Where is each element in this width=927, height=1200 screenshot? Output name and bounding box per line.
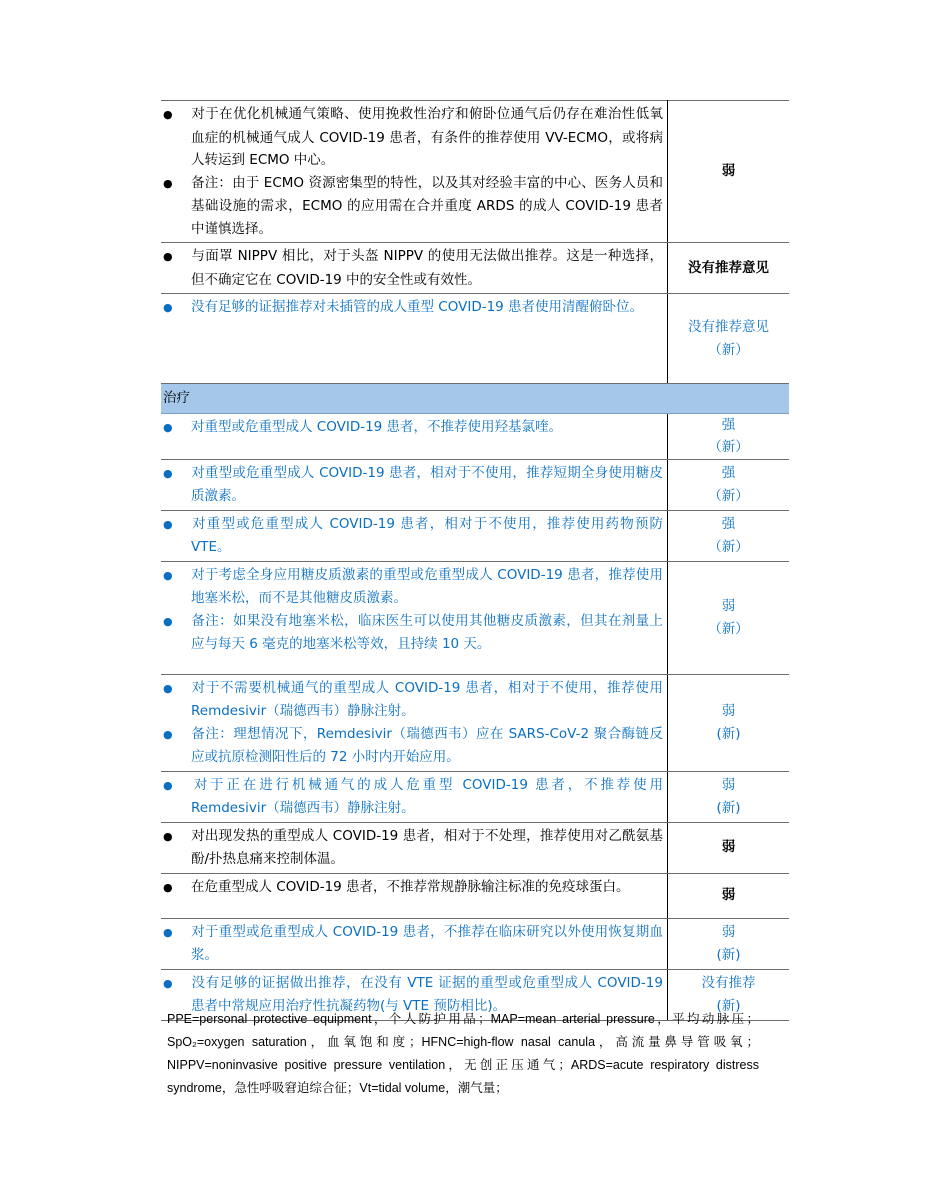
recommendation-text: 对于在优化机械通气策略、使用挽救性治疗和俯卧位通气后仍存在难治性低氧血症的机械通气成人 COVID-19 患者，有条件的推荐使用 VV-ECMO，或将病人转运到 ECMO 中心。	[191, 106, 663, 168]
new-badge: （新）	[708, 620, 749, 637]
strength-cell	[668, 561, 790, 674]
recommendation-text: 对重型或危重型成人 COVID-19 患者，不推荐使用羟基氯喹。	[191, 418, 563, 435]
bullet-icon	[161, 610, 191, 634]
recommendation-row	[161, 674, 789, 771]
bullet-icon	[161, 723, 191, 747]
recommendation-row	[161, 822, 789, 873]
new-badge: (新)	[716, 946, 741, 963]
strength-label: 弱	[721, 777, 736, 793]
recommendation-bullet	[191, 876, 663, 900]
recommendation-text-cell	[161, 459, 668, 510]
recommendation-table	[161, 100, 789, 1021]
recommendation-text-cell	[161, 294, 668, 384]
recommendation-row	[161, 294, 789, 384]
bullet-icon	[161, 564, 191, 588]
strength-cell	[668, 510, 790, 561]
strength-cell	[668, 822, 790, 873]
recommendation-bullet	[191, 172, 663, 241]
recommendation-text-cell	[161, 243, 668, 294]
recommendation-text: 备注：由于 ECMO 资源密集型的特性，以及其对经验丰富的中心、医务人员和基础设施的需求，ECMO 的应用需在合并重度 ARDS 的成人 COVID-19 患者中谨慎选择。	[191, 174, 663, 237]
recommendation-text-cell	[161, 771, 668, 822]
recommendation-text: 对于考虑全身应用糖皮质激素的重型或危重型成人 COVID-19 患者，推荐使用地塞米松，而不是其他糖皮质激素。	[191, 566, 663, 606]
recommendation-bullet	[191, 416, 663, 440]
bullet-icon	[161, 774, 191, 798]
bullet-icon	[161, 972, 191, 996]
bullet-icon	[161, 462, 191, 486]
recommendation-text: 对出现发热的重型成人 COVID-19 患者，相对于不处理，推荐使用对乙酰氨基酚/扑热息痛来控制体温。	[191, 827, 663, 867]
recommendation-text-cell	[161, 873, 668, 918]
recommendation-bullet	[191, 296, 663, 320]
recommendation-text: 备注：理想情况下，Remdesivir（瑞德西韦）应在 SARS-CoV-2 聚合酶链反应或抗原检测阳性后的 72 小时内开始应用。	[191, 725, 663, 765]
recommendation-row	[161, 561, 789, 674]
recommendation-text: 对于正在进行机械通气的成人危重型 COVID-19 患者，不推荐使用 Remdesivir（瑞德西韦）静脉注射。	[191, 776, 663, 816]
new-badge: （新）	[708, 487, 749, 504]
recommendation-row	[161, 243, 789, 294]
recommendation-text-cell	[161, 918, 668, 969]
abbreviation-footnote: PPE=personal protective equipment，个人防护用品；MAP=mean arterial pressure，平均动脉压；SpO₂=oxygen saturation，血氧饱和度；HFNC=high-flow nasal canula，高流量鼻导管吸氧；NIPPV=noninvasive positive pressure ventilation，无创正压通气；ARDS=acute respiratory distress syndrome，急性呼吸窘迫综合征；Vt=tidal volume，潮气量；	[167, 1012, 759, 1095]
recommendation-bullet	[191, 245, 663, 291]
bullet-icon	[161, 103, 191, 127]
recommendation-text: 没有足够的证据做出推荐，在没有 VTE 证据的重型或危重型成人 COVID-19 患者中常规应用治疗性抗凝药物(与 VTE 预防相比)。	[191, 974, 663, 1014]
new-badge: (新)	[716, 997, 741, 1014]
strength-label: 没有推荐	[701, 975, 756, 991]
new-badge: （新）	[708, 341, 749, 358]
section-title: 治疗	[161, 384, 789, 414]
bullet-icon	[161, 876, 191, 900]
recommendation-bullet	[191, 774, 663, 820]
section-header-row	[161, 384, 789, 414]
recommendation-text: 没有足够的证据推荐对未插管的成人重型 COVID-19 患者使用清醒俯卧位。	[191, 299, 644, 315]
new-badge: （新）	[708, 538, 749, 555]
strength-label: 没有推荐意见	[688, 259, 769, 276]
recommendation-bullet	[191, 610, 663, 656]
strength-label: 强	[721, 516, 736, 532]
strength-label: 弱	[721, 163, 736, 180]
strength-cell	[668, 771, 790, 822]
recommendation-text: 在危重型成人 COVID-19 患者，不推荐常规静脉输注标准的免疫球蛋白。	[191, 878, 630, 895]
recommendation-bullet	[191, 103, 663, 172]
recommendation-text-cell	[161, 101, 668, 243]
recommendation-bullet	[191, 564, 663, 610]
bullet-icon	[161, 825, 191, 849]
recommendation-bullet	[191, 723, 663, 769]
recommendation-text-cell	[161, 822, 668, 873]
strength-cell	[668, 413, 790, 459]
strength-label: 弱	[721, 598, 736, 614]
strength-cell	[668, 101, 790, 243]
recommendation-bullet	[191, 513, 663, 559]
recommendation-bullet	[191, 825, 663, 871]
recommendation-bullet	[191, 677, 663, 723]
bullet-icon	[161, 513, 191, 537]
recommendation-row	[161, 101, 789, 243]
strength-label: 弱	[721, 839, 736, 856]
strength-label: 弱	[721, 924, 736, 940]
strength-label: 强	[721, 416, 736, 433]
recommendation-text-cell	[161, 561, 668, 674]
recommendation-text: 备注：如果没有地塞米松，临床医生可以使用其他糖皮质激素，但其在剂量上应与每天 6 毫克的地塞米松等效，且持续 10 天。	[191, 612, 663, 652]
strength-label: 强	[721, 465, 736, 481]
strength-cell	[668, 918, 790, 969]
strength-label: 没有推荐意见	[688, 319, 769, 335]
recommendation-table-body	[161, 101, 789, 1021]
bullet-icon	[161, 416, 191, 440]
bullet-icon	[161, 245, 191, 269]
strength-cell	[668, 674, 790, 771]
recommendation-bullet	[191, 921, 663, 967]
recommendation-row	[161, 413, 789, 459]
recommendation-text-cell	[161, 413, 668, 459]
recommendation-bullet	[191, 462, 663, 508]
recommendation-row	[161, 459, 789, 510]
recommendation-row	[161, 918, 789, 969]
recommendation-text: 与面罩 NIPPV 相比，对于头盔 NIPPV 的使用无法做出推荐。这是一种选择，但不确定它在 COVID-19 中的安全性或有效性。	[191, 248, 663, 288]
new-badge: (新)	[716, 725, 741, 742]
recommendation-text: 对于不需要机械通气的重型成人 COVID-19 患者，相对于不使用，推荐使用 Remdesivir（瑞德西韦）静脉注射。	[191, 679, 663, 719]
strength-cell	[668, 294, 790, 384]
recommendation-text: 对于重型或危重型成人 COVID-19 患者，不推荐在临床研究以外使用恢复期血浆。	[191, 923, 663, 963]
bullet-icon	[161, 677, 191, 701]
strength-cell	[668, 243, 790, 294]
recommendation-text: 对重型或危重型成人 COVID-19 患者，相对于不使用，推荐使用药物预防 VTE。	[191, 515, 663, 555]
recommendation-row	[161, 771, 789, 822]
recommendation-row	[161, 510, 789, 561]
strength-label: 弱	[721, 703, 736, 719]
strength-cell	[668, 873, 790, 918]
bullet-icon	[161, 172, 191, 196]
bullet-icon	[161, 921, 191, 945]
recommendation-row	[161, 873, 789, 918]
new-badge: （新）	[708, 439, 749, 455]
strength-cell	[668, 459, 790, 510]
strength-label: 弱	[721, 887, 736, 904]
new-badge: (新)	[716, 799, 741, 816]
recommendation-text-cell	[161, 510, 668, 561]
recommendation-text: 对重型或危重型成人 COVID-19 患者，相对于不使用，推荐短期全身使用糖皮质激素。	[191, 464, 663, 504]
bullet-icon	[161, 296, 191, 320]
recommendation-text-cell	[161, 674, 668, 771]
